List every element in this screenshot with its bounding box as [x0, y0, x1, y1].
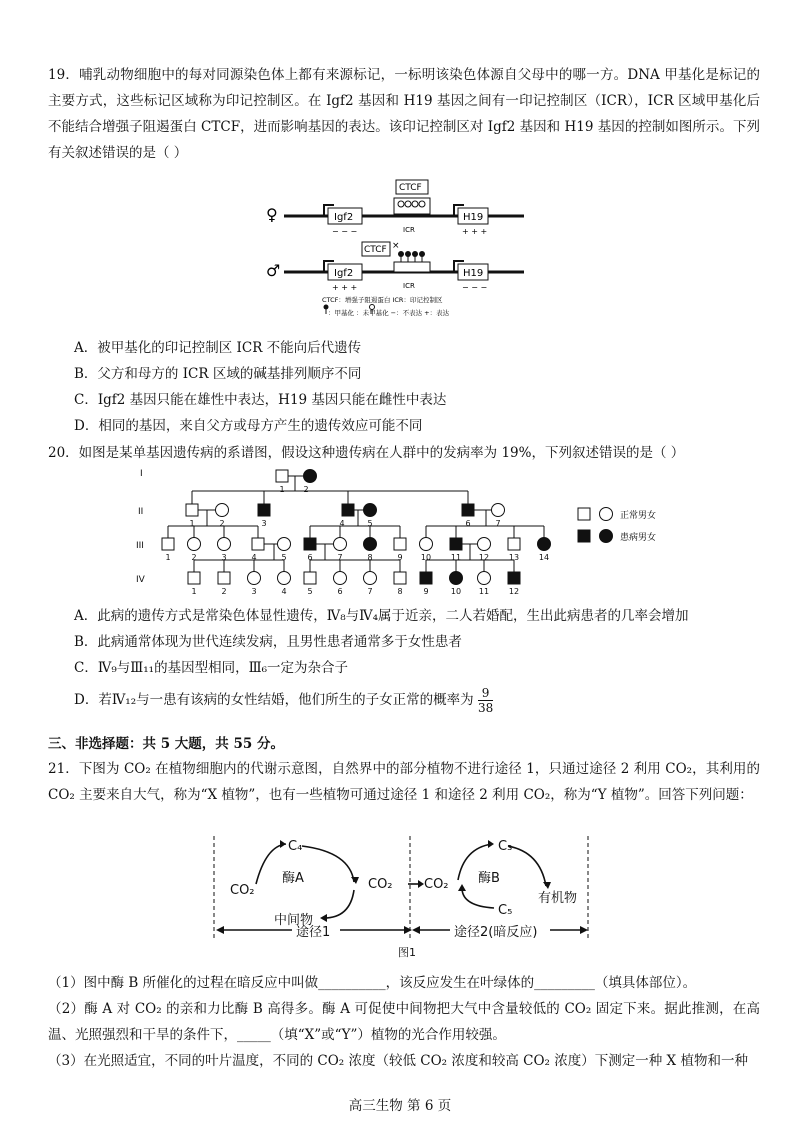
c5-label: C₅: [498, 903, 513, 918]
fraction-denominator: 38: [477, 701, 494, 715]
icr-label-m: ICR: [403, 282, 415, 290]
svg-text:3: 3: [251, 587, 257, 594]
gen-label-2: II: [138, 507, 144, 517]
svg-text:11: 11: [478, 587, 490, 594]
svg-text:6: 6: [337, 587, 343, 594]
q20-option-d[interactable]: [74, 686, 493, 715]
page-footer: 高三生物 第 6 页: [348, 1098, 452, 1114]
svg-text:1: 1: [189, 519, 195, 528]
q20-option-a[interactable]: A．此病的遗传方式是常染色体显性遗传，Ⅳ₈与Ⅳ₄属于近亲，二人若婚配，生出此病患者的几率会增加: [74, 608, 689, 624]
svg-text:4: 4: [281, 587, 287, 594]
svg-text:12: 12: [508, 587, 520, 594]
svg-text:5: 5: [307, 587, 313, 594]
svg-text:5: 5: [367, 519, 373, 528]
co2-mid-1: CO₂: [368, 877, 393, 892]
svg-text:6: 6: [465, 519, 471, 528]
svg-text:11: 11: [450, 553, 462, 562]
q20-option-b[interactable]: B．此病通常体现为世代连续发病，且男性患者通常多于女性患者: [74, 634, 462, 650]
q20-option-d-text: D．若Ⅳ₁₂与一患有该病的女性结婚，他们所生的子女正常的概率为: [74, 692, 474, 708]
gen-label-3: III: [136, 541, 144, 551]
path2-label: 途径2(暗反应): [454, 925, 538, 940]
c3-label: C₃: [498, 839, 513, 854]
svg-text:7: 7: [337, 553, 343, 562]
svg-text:×: ×: [392, 241, 400, 251]
q21-sub2: （2）酶 A 对 CO₂ 的亲和力比酶 B 高得多。酶 A 可促使中间物把大气中含量较低的 CO₂ 固定下来。据此推测，在高温、光照强烈和干旱的条件下，_____（填“X”或“Y”）植物的光合作用较强。: [48, 1001, 760, 1043]
pedigree-chart: [130, 464, 700, 594]
svg-text:12: 12: [478, 553, 490, 562]
svg-text:9: 9: [423, 587, 429, 594]
svg-text:14: 14: [538, 553, 550, 562]
svg-text:4: 4: [339, 519, 345, 528]
q21-sub3: （3）在光照适宜，不同的叶片温度，不同的 CO₂ 浓度（较低 CO₂ 浓度和较高 CO₂ 浓度）下测定一种 X 植物和一种: [48, 1053, 748, 1069]
q20-option-c[interactable]: C．Ⅳ₉与Ⅲ₁₁的基因型相同，Ⅲ₆一定为杂合子: [74, 660, 349, 676]
co2-metabolism-diagram: [200, 832, 610, 962]
c4-label: C₄: [288, 839, 303, 854]
ctcf-label-f: CTCF: [399, 183, 422, 193]
female-symbol: ♀: [266, 205, 278, 224]
svg-text:1: 1: [279, 485, 285, 494]
h19-expr-m: − − −: [462, 283, 488, 292]
svg-text:7: 7: [495, 519, 501, 528]
legend-normal: 正常男女: [620, 511, 657, 521]
imprinting-diagram: [262, 176, 532, 321]
svg-text:1: 1: [191, 587, 197, 594]
svg-text:1: 1: [165, 553, 171, 562]
fraction-numerator: 9: [478, 686, 493, 701]
svg-text:2: 2: [221, 587, 227, 594]
diagram-legend-2: ：甲基化 ：未甲基化 −：不表达 +：表达: [328, 309, 450, 317]
ctcf-label-m: CTCF: [364, 245, 387, 255]
section-heading: 三、非选择题：共 5 大题，共 55 分。: [48, 736, 284, 752]
svg-text:8: 8: [397, 587, 403, 594]
igf2-label-m: Igf2: [334, 268, 354, 279]
intermediate-label: 中间物: [274, 913, 314, 928]
igf2-expr-m: + + +: [332, 283, 358, 292]
enzyme-b: 酶B: [478, 871, 500, 886]
q19-option-a[interactable]: A．被甲基化的印记控制区 ICR 不能向后代遗传: [74, 340, 362, 356]
path1-label: 途径1: [296, 925, 331, 940]
probability-fraction: [478, 686, 493, 715]
q19-option-c[interactable]: C．Igf2 基因只能在雄性中表达，H19 基因只能在雌性中表达: [74, 392, 447, 408]
diagram-legend-1: CTCF：增强子阻遏蛋白 ICR：印记控制区: [322, 296, 443, 304]
svg-text:2: 2: [219, 519, 225, 528]
co2-in: CO₂: [230, 883, 255, 898]
igf2-label-f: Igf2: [334, 212, 354, 223]
h19-label-m: H19: [463, 268, 484, 279]
q21-sub1: （1）图中酶 B 所催化的过程在暗反应中叫做__________，该反应发生在叶绿体的_________（填具体部位）。: [48, 975, 697, 991]
gen-label-4: IV: [136, 575, 145, 585]
h19-expr-f: + + +: [462, 227, 488, 236]
male-symbol: ♂: [266, 261, 281, 280]
figure-label: 图1: [398, 946, 416, 959]
svg-text:13: 13: [508, 553, 520, 562]
svg-text:10: 10: [450, 587, 462, 594]
q21-text: 21．下图为 CO₂ 在植物细胞内的代谢示意图，自然界中的部分植物不进行途径 1，只通过途径 2 利用 CO₂，其利用的 CO₂ 主要来自大气，称为“X 植物”，也有一些植物可通过途径 1 和途径 2 利用 CO₂，称为“Y 植物”。回答下列问题：: [48, 761, 760, 803]
svg-text:6: 6: [307, 553, 313, 562]
svg-text:7: 7: [367, 587, 373, 594]
svg-text:3: 3: [261, 519, 267, 528]
gen-label-1: I: [140, 469, 143, 479]
enzyme-a: 酶A: [282, 871, 304, 886]
co2-mid-2: CO₂: [424, 877, 449, 892]
svg-text:4: 4: [251, 553, 257, 562]
svg-text:8: 8: [367, 553, 373, 562]
svg-text:9: 9: [397, 553, 403, 562]
icr-label-f: ICR: [403, 226, 415, 234]
svg-text:5: 5: [281, 553, 287, 562]
q19-option-d[interactable]: D．相同的基因，来自父方或母方产生的遗传效应可能不同: [74, 418, 423, 434]
svg-text:10: 10: [420, 553, 432, 562]
q19-option-b[interactable]: B．父方和母方的 ICR 区域的碱基排列顺序不同: [74, 366, 362, 382]
legend-affected: 患病男女: [620, 533, 657, 543]
h19-label-f: H19: [463, 212, 484, 223]
igf2-expr-f: − − −: [332, 227, 358, 236]
q19-text: 19．哺乳动物细胞中的每对同源染色体上都有来源标记，一标明该染色体源自父母中的哪一方。DNA 甲基化是标记的主要方式，这些标记区域称为印记控制区。在 Igf2 基因和 H19 基因之间有一印记控制区（ICR），ICR 区域甲基化后不能结合增强子阻遏蛋白 CTCF，进而影响基因的表达。该印记控制区对 Igf2 基因和 H19 基因的控制如图所示。下列有关叙述错误的是（ ）: [48, 67, 760, 161]
q20-text: 20．如图是某单基因遗传病的系谱图，假设这种遗传病在人群中的发病率为 19%，下列叙述错误的是（ ）: [48, 445, 685, 461]
svg-text:3: 3: [221, 553, 227, 562]
organic-label: 有机物: [538, 891, 578, 906]
svg-text:2: 2: [191, 553, 197, 562]
svg-text:2: 2: [303, 485, 309, 494]
